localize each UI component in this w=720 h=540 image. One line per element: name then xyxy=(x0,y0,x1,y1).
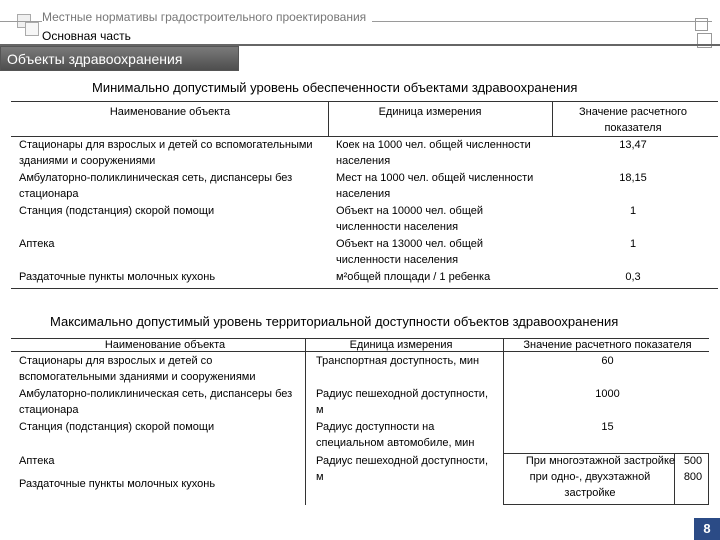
column-divider xyxy=(305,339,306,505)
column-divider xyxy=(503,339,504,505)
table2-header-value: Значение расчетного показателя xyxy=(523,339,692,351)
table1-header-unit: Единица измерения xyxy=(378,106,482,118)
table-row-name: Раздаточные пункты молочных кухонь xyxy=(19,478,216,490)
table-row-value: 60 xyxy=(601,355,614,367)
subrow-value: 500 xyxy=(683,455,703,467)
table-row-value: 1000 xyxy=(595,388,620,400)
table-row-name: Стационары для взрослых и детей со вспомогательными зданиями и сооружениями xyxy=(19,355,256,383)
table2-header-unit: Единица измерения xyxy=(349,339,453,351)
table1-header-value: Значение расчетного показателя xyxy=(578,106,688,134)
table-row-value: 15 xyxy=(601,421,614,433)
table-row-value: 1 xyxy=(629,238,637,250)
table1-header-name: Наименование объекта xyxy=(109,106,231,118)
table2-header-name: Наименование объекта xyxy=(104,339,226,351)
table-row-value: 0,3 xyxy=(625,271,641,283)
table-row-name: Раздаточные пункты молочных кухонь xyxy=(19,271,216,283)
table-row-value: 1 xyxy=(629,205,637,217)
table-row-name: Станция (подстанция) скорой помощи xyxy=(19,205,215,217)
table-row-name: Стационары для взрослых и детей со вспомогательными зданиями и сооружениями xyxy=(19,139,313,167)
document-title: Местные нормативы градостроительного проектирования xyxy=(42,10,372,24)
table-row-unit: Объект на 10000 чел. общей численности населения xyxy=(336,205,484,233)
table-row-value: 13,47 xyxy=(619,139,647,151)
table-row-unit: Радиус доступности на специальном автомобиле, мин xyxy=(316,421,475,449)
subtable-rule xyxy=(503,504,709,505)
subrow-value: 800 xyxy=(683,471,703,483)
column-divider xyxy=(552,102,553,136)
section-title: Объекты здравоохранения xyxy=(0,46,239,71)
table-row-name: Амбулаторно-поликлиническая сеть, диспансеры без стационара xyxy=(19,388,293,416)
subrow-label: При многоэтажной застройке xyxy=(525,455,675,467)
table-row-unit: Транспортная доступность, мин xyxy=(316,355,480,367)
table-row-unit: Мест на 1000 чел. общей численности населения xyxy=(336,172,534,200)
table1-caption: Минимально допустимый уровень обеспеченности объектами здравоохранения xyxy=(92,80,578,95)
table-row-unit: Коек на 1000 чел. общей численности населения xyxy=(336,139,531,167)
table-row-name: Аптека xyxy=(19,238,55,250)
table2-caption: Максимально допустимый уровень территориальной доступности объектов здравоохранения xyxy=(50,314,619,329)
table-row-name: Аптека xyxy=(19,455,55,467)
table-row-unit: Объект на 13000 чел. общей численности населения xyxy=(336,238,484,266)
document-part: Основная часть xyxy=(42,29,131,43)
table-row-name: Станция (подстанция) скорой помощи xyxy=(19,421,215,433)
table-row-unit: м²общей площади / 1 ребенка xyxy=(336,271,491,283)
document-header xyxy=(0,10,720,26)
table-row-unit: Радиус пешеходной доступности, м xyxy=(316,455,489,483)
page-number: 8 xyxy=(694,518,720,540)
column-divider xyxy=(328,102,329,136)
table-row-unit: Радиус пешеходной доступности, м xyxy=(316,388,489,416)
table-row-name: Амбулаторно-поликлиническая сеть, диспансеры без стационара xyxy=(19,172,293,200)
subrow-label: при одно-, двухэтажной застройке xyxy=(529,471,651,499)
table-row-value: 18,15 xyxy=(619,172,647,184)
